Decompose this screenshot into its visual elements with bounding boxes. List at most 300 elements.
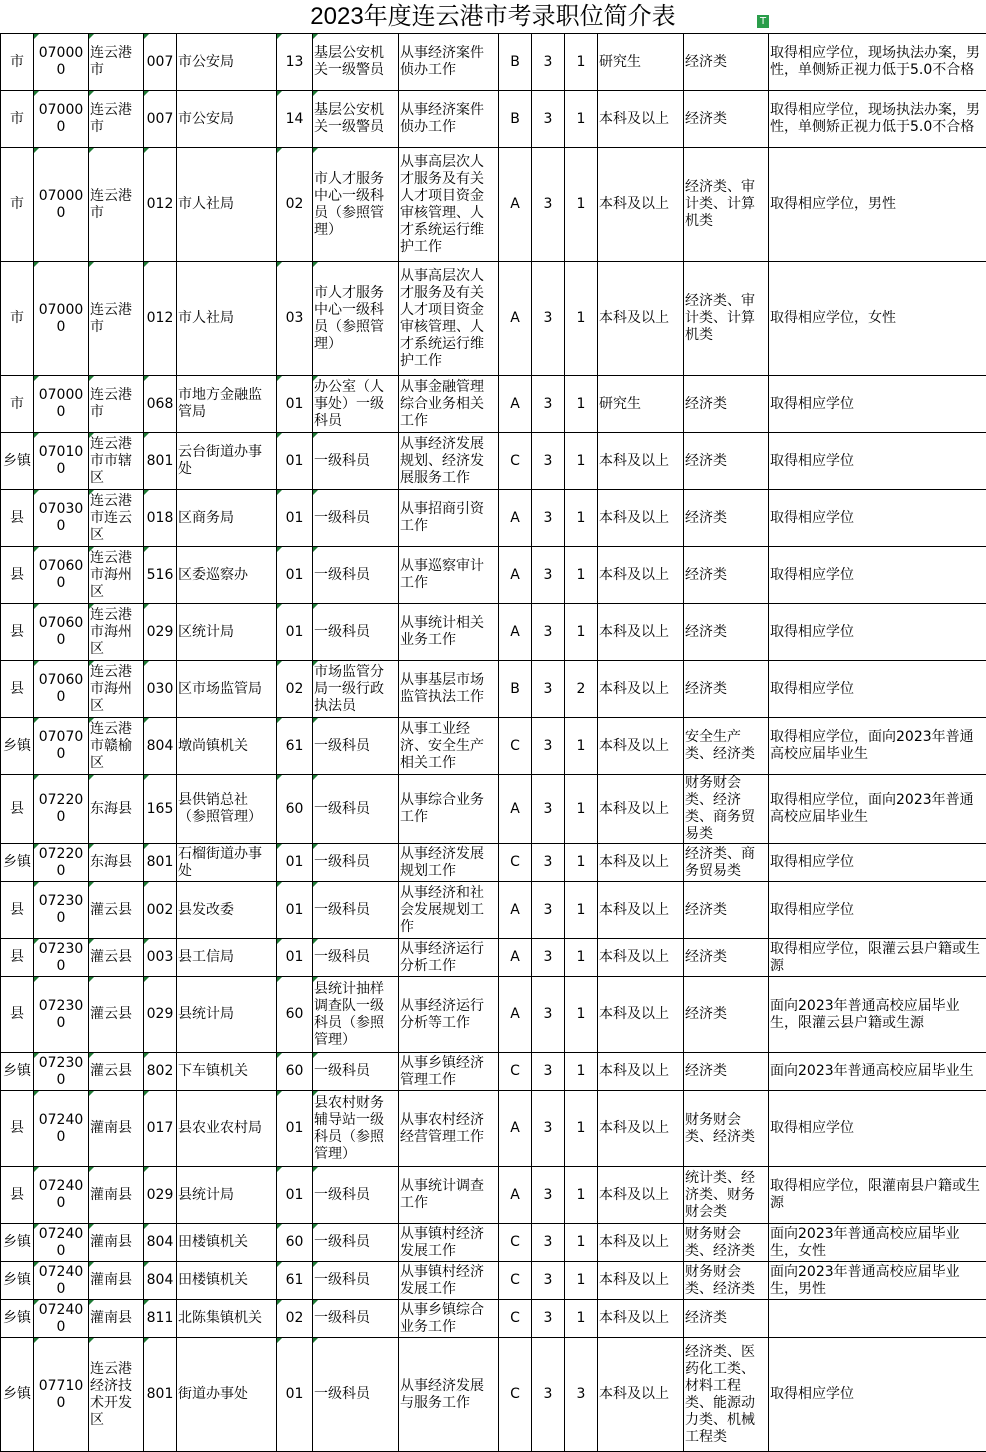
cell-major[interactable]	[684, 604, 769, 661]
cell-dept-code[interactable]	[144, 148, 177, 262]
cell-count[interactable]	[565, 1167, 598, 1224]
cell-position-code[interactable]	[277, 1167, 313, 1224]
cell-position[interactable]	[313, 882, 399, 939]
cell-position-code[interactable]	[277, 977, 313, 1053]
cell-position-code[interactable]	[277, 1091, 313, 1167]
cell-position[interactable]	[313, 604, 399, 661]
cell-major[interactable]	[684, 1224, 769, 1262]
cell-education[interactable]	[598, 1224, 684, 1262]
cell-department[interactable]	[177, 1091, 277, 1167]
cell-duty[interactable]	[399, 844, 499, 882]
cell-region-code[interactable]	[34, 433, 89, 490]
cell-region-code[interactable]	[34, 661, 89, 718]
cell-region-code[interactable]	[34, 718, 89, 775]
cell-region[interactable]	[89, 1262, 144, 1300]
cell-ratio[interactable]	[532, 262, 565, 376]
cell-count[interactable]	[565, 718, 598, 775]
cell-other[interactable]	[769, 91, 986, 148]
cell-ratio[interactable]	[532, 547, 565, 604]
cell-level[interactable]	[1, 775, 34, 844]
cell-department[interactable]	[177, 1053, 277, 1091]
cell-region[interactable]	[89, 775, 144, 844]
cell-ratio[interactable]	[532, 661, 565, 718]
cell-count[interactable]	[565, 34, 598, 91]
cell-category[interactable]	[499, 604, 532, 661]
cell-region-code[interactable]	[34, 1167, 89, 1224]
cell-position[interactable]	[313, 1262, 399, 1300]
cell-count[interactable]	[565, 977, 598, 1053]
cell-education[interactable]	[598, 844, 684, 882]
cell-major[interactable]	[684, 882, 769, 939]
cell-region-code[interactable]	[34, 1262, 89, 1300]
cell-other[interactable]	[769, 775, 986, 844]
cell-other[interactable]	[769, 939, 986, 977]
cell-position[interactable]	[313, 844, 399, 882]
cell-level[interactable]	[1, 882, 34, 939]
cell-education[interactable]	[598, 376, 684, 433]
cell-dept-code[interactable]	[144, 1262, 177, 1300]
cell-position-code[interactable]	[277, 661, 313, 718]
cell-major[interactable]	[684, 490, 769, 547]
cell-other[interactable]	[769, 376, 986, 433]
cell-department[interactable]	[177, 376, 277, 433]
cell-department[interactable]	[177, 977, 277, 1053]
cell-major[interactable]	[684, 939, 769, 977]
cell-position-code[interactable]	[277, 91, 313, 148]
cell-region-code[interactable]	[34, 1224, 89, 1262]
cell-dept-code[interactable]	[144, 547, 177, 604]
cell-major[interactable]	[684, 91, 769, 148]
cell-department[interactable]	[177, 661, 277, 718]
cell-region[interactable]	[89, 91, 144, 148]
cell-count[interactable]	[565, 376, 598, 433]
cell-count[interactable]	[565, 148, 598, 262]
cell-region[interactable]	[89, 977, 144, 1053]
cell-duty[interactable]	[399, 1338, 499, 1452]
cell-region-code[interactable]	[34, 34, 89, 91]
cell-department[interactable]	[177, 1262, 277, 1300]
cell-position-code[interactable]	[277, 1338, 313, 1452]
cell-position-code[interactable]	[277, 939, 313, 977]
cell-duty[interactable]	[399, 1300, 499, 1338]
cell-region-code[interactable]	[34, 775, 89, 844]
cell-position-code[interactable]	[277, 1300, 313, 1338]
cell-level[interactable]	[1, 1338, 34, 1452]
cell-other[interactable]	[769, 262, 986, 376]
cell-ratio[interactable]	[532, 34, 565, 91]
cell-other[interactable]	[769, 977, 986, 1053]
cell-count[interactable]	[565, 1053, 598, 1091]
cell-region[interactable]	[89, 1091, 144, 1167]
cell-major[interactable]	[684, 844, 769, 882]
cell-category[interactable]	[499, 490, 532, 547]
cell-category[interactable]	[499, 775, 532, 844]
cell-region-code[interactable]	[34, 262, 89, 376]
cell-ratio[interactable]	[532, 1224, 565, 1262]
cell-other[interactable]	[769, 1091, 986, 1167]
cell-position-code[interactable]	[277, 1053, 313, 1091]
cell-other[interactable]	[769, 1053, 986, 1091]
cell-dept-code[interactable]	[144, 1091, 177, 1167]
cell-education[interactable]	[598, 148, 684, 262]
cell-ratio[interactable]	[532, 1338, 565, 1452]
cell-education[interactable]	[598, 775, 684, 844]
cell-ratio[interactable]	[532, 844, 565, 882]
cell-position[interactable]	[313, 977, 399, 1053]
cell-duty[interactable]	[399, 939, 499, 977]
cell-dept-code[interactable]	[144, 262, 177, 376]
cell-duty[interactable]	[399, 34, 499, 91]
cell-dept-code[interactable]	[144, 661, 177, 718]
cell-category[interactable]	[499, 844, 532, 882]
cell-region[interactable]	[89, 1338, 144, 1452]
cell-position[interactable]	[313, 939, 399, 977]
cell-duty[interactable]	[399, 376, 499, 433]
cell-department[interactable]	[177, 34, 277, 91]
cell-department[interactable]	[177, 604, 277, 661]
cell-region[interactable]	[89, 844, 144, 882]
cell-position[interactable]	[313, 547, 399, 604]
cell-position[interactable]	[313, 1091, 399, 1167]
cell-level[interactable]	[1, 1300, 34, 1338]
cell-education[interactable]	[598, 1338, 684, 1452]
cell-level[interactable]	[1, 1224, 34, 1262]
cell-duty[interactable]	[399, 1053, 499, 1091]
cell-category[interactable]	[499, 34, 532, 91]
cell-category[interactable]	[499, 977, 532, 1053]
cell-category[interactable]	[499, 939, 532, 977]
cell-region[interactable]	[89, 661, 144, 718]
cell-education[interactable]	[598, 939, 684, 977]
cell-department[interactable]	[177, 844, 277, 882]
cell-level[interactable]	[1, 433, 34, 490]
cell-region-code[interactable]	[34, 604, 89, 661]
cell-position-code[interactable]	[277, 775, 313, 844]
cell-other[interactable]	[769, 1300, 986, 1338]
cell-category[interactable]	[499, 1338, 532, 1452]
cell-position[interactable]	[313, 433, 399, 490]
cell-region-code[interactable]	[34, 490, 89, 547]
cell-level[interactable]	[1, 844, 34, 882]
cell-other[interactable]	[769, 148, 986, 262]
cell-duty[interactable]	[399, 977, 499, 1053]
cell-level[interactable]	[1, 148, 34, 262]
cell-dept-code[interactable]	[144, 1053, 177, 1091]
cell-education[interactable]	[598, 604, 684, 661]
cell-count[interactable]	[565, 775, 598, 844]
cell-position-code[interactable]	[277, 604, 313, 661]
cell-level[interactable]	[1, 376, 34, 433]
cell-category[interactable]	[499, 547, 532, 604]
cell-position[interactable]	[313, 1053, 399, 1091]
cell-region[interactable]	[89, 882, 144, 939]
cell-position-code[interactable]	[277, 433, 313, 490]
cell-region[interactable]	[89, 490, 144, 547]
cell-education[interactable]	[598, 490, 684, 547]
cell-dept-code[interactable]	[144, 1338, 177, 1452]
text-tag-icon[interactable]: T	[757, 15, 769, 28]
cell-ratio[interactable]	[532, 775, 565, 844]
cell-level[interactable]	[1, 661, 34, 718]
cell-count[interactable]	[565, 844, 598, 882]
cell-dept-code[interactable]	[144, 1167, 177, 1224]
cell-count[interactable]	[565, 1091, 598, 1167]
cell-other[interactable]	[769, 604, 986, 661]
cell-department[interactable]	[177, 1300, 277, 1338]
cell-position[interactable]	[313, 1224, 399, 1262]
cell-count[interactable]	[565, 1262, 598, 1300]
cell-region-code[interactable]	[34, 91, 89, 148]
cell-duty[interactable]	[399, 1224, 499, 1262]
cell-region[interactable]	[89, 939, 144, 977]
cell-count[interactable]	[565, 1300, 598, 1338]
cell-department[interactable]	[177, 1224, 277, 1262]
cell-duty[interactable]	[399, 1167, 499, 1224]
cell-other[interactable]	[769, 34, 986, 91]
cell-count[interactable]	[565, 547, 598, 604]
cell-region-code[interactable]	[34, 844, 89, 882]
cell-region[interactable]	[89, 148, 144, 262]
cell-education[interactable]	[598, 1167, 684, 1224]
cell-other[interactable]	[769, 1338, 986, 1452]
cell-level[interactable]	[1, 490, 34, 547]
cell-category[interactable]	[499, 262, 532, 376]
cell-category[interactable]	[499, 882, 532, 939]
cell-education[interactable]	[598, 433, 684, 490]
cell-department[interactable]	[177, 718, 277, 775]
cell-region-code[interactable]	[34, 1091, 89, 1167]
cell-dept-code[interactable]	[144, 939, 177, 977]
cell-duty[interactable]	[399, 148, 499, 262]
cell-region[interactable]	[89, 1053, 144, 1091]
cell-level[interactable]	[1, 939, 34, 977]
cell-region-code[interactable]	[34, 1053, 89, 1091]
cell-position[interactable]	[313, 34, 399, 91]
cell-position-code[interactable]	[277, 1224, 313, 1262]
cell-category[interactable]	[499, 376, 532, 433]
cell-dept-code[interactable]	[144, 91, 177, 148]
cell-major[interactable]	[684, 661, 769, 718]
cell-dept-code[interactable]	[144, 844, 177, 882]
cell-major[interactable]	[684, 1053, 769, 1091]
cell-major[interactable]	[684, 1167, 769, 1224]
cell-dept-code[interactable]	[144, 34, 177, 91]
cell-position-code[interactable]	[277, 882, 313, 939]
cell-department[interactable]	[177, 547, 277, 604]
cell-region[interactable]	[89, 604, 144, 661]
cell-education[interactable]	[598, 1262, 684, 1300]
cell-position[interactable]	[313, 1167, 399, 1224]
cell-education[interactable]	[598, 882, 684, 939]
cell-dept-code[interactable]	[144, 1224, 177, 1262]
cell-count[interactable]	[565, 661, 598, 718]
cell-other[interactable]	[769, 490, 986, 547]
cell-region-code[interactable]	[34, 1338, 89, 1452]
cell-count[interactable]	[565, 490, 598, 547]
cell-duty[interactable]	[399, 262, 499, 376]
cell-position[interactable]	[313, 148, 399, 262]
cell-dept-code[interactable]	[144, 775, 177, 844]
cell-ratio[interactable]	[532, 376, 565, 433]
cell-department[interactable]	[177, 939, 277, 977]
cell-major[interactable]	[684, 34, 769, 91]
cell-level[interactable]	[1, 1053, 34, 1091]
cell-other[interactable]	[769, 882, 986, 939]
cell-position[interactable]	[313, 1338, 399, 1452]
cell-duty[interactable]	[399, 604, 499, 661]
cell-department[interactable]	[177, 490, 277, 547]
cell-category[interactable]	[499, 1091, 532, 1167]
cell-dept-code[interactable]	[144, 433, 177, 490]
cell-major[interactable]	[684, 1338, 769, 1452]
cell-other[interactable]	[769, 547, 986, 604]
cell-position-code[interactable]	[277, 34, 313, 91]
cell-level[interactable]	[1, 718, 34, 775]
cell-other[interactable]	[769, 433, 986, 490]
cell-position-code[interactable]	[277, 844, 313, 882]
cell-category[interactable]	[499, 1053, 532, 1091]
cell-education[interactable]	[598, 547, 684, 604]
cell-position[interactable]	[313, 775, 399, 844]
cell-position-code[interactable]	[277, 490, 313, 547]
cell-level[interactable]	[1, 91, 34, 148]
cell-ratio[interactable]	[532, 433, 565, 490]
cell-region[interactable]	[89, 547, 144, 604]
cell-education[interactable]	[598, 262, 684, 376]
cell-duty[interactable]	[399, 433, 499, 490]
cell-region-code[interactable]	[34, 977, 89, 1053]
cell-major[interactable]	[684, 547, 769, 604]
cell-category[interactable]	[499, 1167, 532, 1224]
cell-count[interactable]	[565, 91, 598, 148]
cell-dept-code[interactable]	[144, 882, 177, 939]
cell-count[interactable]	[565, 1338, 598, 1452]
cell-department[interactable]	[177, 775, 277, 844]
cell-region-code[interactable]	[34, 882, 89, 939]
cell-duty[interactable]	[399, 91, 499, 148]
cell-dept-code[interactable]	[144, 604, 177, 661]
cell-dept-code[interactable]	[144, 1300, 177, 1338]
cell-department[interactable]	[177, 1167, 277, 1224]
cell-region[interactable]	[89, 376, 144, 433]
cell-category[interactable]	[499, 1224, 532, 1262]
cell-category[interactable]	[499, 148, 532, 262]
cell-position-code[interactable]	[277, 376, 313, 433]
cell-ratio[interactable]	[532, 148, 565, 262]
cell-major[interactable]	[684, 1300, 769, 1338]
cell-count[interactable]	[565, 262, 598, 376]
cell-region[interactable]	[89, 1300, 144, 1338]
cell-level[interactable]	[1, 547, 34, 604]
cell-position-code[interactable]	[277, 262, 313, 376]
cell-education[interactable]	[598, 34, 684, 91]
cell-education[interactable]	[598, 661, 684, 718]
cell-category[interactable]	[499, 718, 532, 775]
cell-position[interactable]	[313, 376, 399, 433]
cell-level[interactable]	[1, 1262, 34, 1300]
cell-duty[interactable]	[399, 661, 499, 718]
cell-major[interactable]	[684, 376, 769, 433]
cell-major[interactable]	[684, 262, 769, 376]
cell-department[interactable]	[177, 91, 277, 148]
cell-region[interactable]	[89, 1224, 144, 1262]
cell-other[interactable]	[769, 844, 986, 882]
cell-region[interactable]	[89, 433, 144, 490]
cell-position-code[interactable]	[277, 1262, 313, 1300]
cell-major[interactable]	[684, 433, 769, 490]
cell-count[interactable]	[565, 939, 598, 977]
cell-level[interactable]	[1, 977, 34, 1053]
cell-region[interactable]	[89, 718, 144, 775]
cell-count[interactable]	[565, 1224, 598, 1262]
cell-region[interactable]	[89, 262, 144, 376]
cell-region-code[interactable]	[34, 939, 89, 977]
cell-level[interactable]	[1, 262, 34, 376]
cell-major[interactable]	[684, 1262, 769, 1300]
cell-duty[interactable]	[399, 718, 499, 775]
cell-education[interactable]	[598, 977, 684, 1053]
cell-region[interactable]	[89, 34, 144, 91]
cell-education[interactable]	[598, 91, 684, 148]
cell-other[interactable]	[769, 718, 986, 775]
cell-ratio[interactable]	[532, 1167, 565, 1224]
cell-duty[interactable]	[399, 882, 499, 939]
cell-duty[interactable]	[399, 547, 499, 604]
cell-level[interactable]	[1, 1091, 34, 1167]
cell-region-code[interactable]	[34, 148, 89, 262]
cell-ratio[interactable]	[532, 91, 565, 148]
cell-education[interactable]	[598, 1091, 684, 1167]
cell-ratio[interactable]	[532, 882, 565, 939]
cell-major[interactable]	[684, 718, 769, 775]
cell-position-code[interactable]	[277, 718, 313, 775]
cell-education[interactable]	[598, 1300, 684, 1338]
cell-category[interactable]	[499, 1300, 532, 1338]
cell-major[interactable]	[684, 148, 769, 262]
cell-position[interactable]	[313, 490, 399, 547]
cell-department[interactable]	[177, 1338, 277, 1452]
cell-major[interactable]	[684, 775, 769, 844]
cell-position[interactable]	[313, 718, 399, 775]
cell-category[interactable]	[499, 661, 532, 718]
cell-count[interactable]	[565, 604, 598, 661]
cell-position-code[interactable]	[277, 547, 313, 604]
cell-department[interactable]	[177, 882, 277, 939]
cell-category[interactable]	[499, 433, 532, 490]
cell-level[interactable]	[1, 34, 34, 91]
cell-other[interactable]	[769, 661, 986, 718]
cell-count[interactable]	[565, 433, 598, 490]
cell-duty[interactable]	[399, 1091, 499, 1167]
cell-other[interactable]	[769, 1224, 986, 1262]
cell-region-code[interactable]	[34, 547, 89, 604]
cell-position[interactable]	[313, 91, 399, 148]
cell-department[interactable]	[177, 148, 277, 262]
cell-dept-code[interactable]	[144, 490, 177, 547]
cell-other[interactable]	[769, 1167, 986, 1224]
cell-major[interactable]	[684, 1091, 769, 1167]
cell-ratio[interactable]	[532, 1300, 565, 1338]
cell-ratio[interactable]	[532, 604, 565, 661]
cell-position[interactable]	[313, 661, 399, 718]
cell-ratio[interactable]	[532, 1091, 565, 1167]
cell-ratio[interactable]	[532, 939, 565, 977]
cell-position-code[interactable]	[277, 148, 313, 262]
cell-department[interactable]	[177, 433, 277, 490]
cell-ratio[interactable]	[532, 490, 565, 547]
cell-region-code[interactable]	[34, 1300, 89, 1338]
cell-duty[interactable]	[399, 775, 499, 844]
